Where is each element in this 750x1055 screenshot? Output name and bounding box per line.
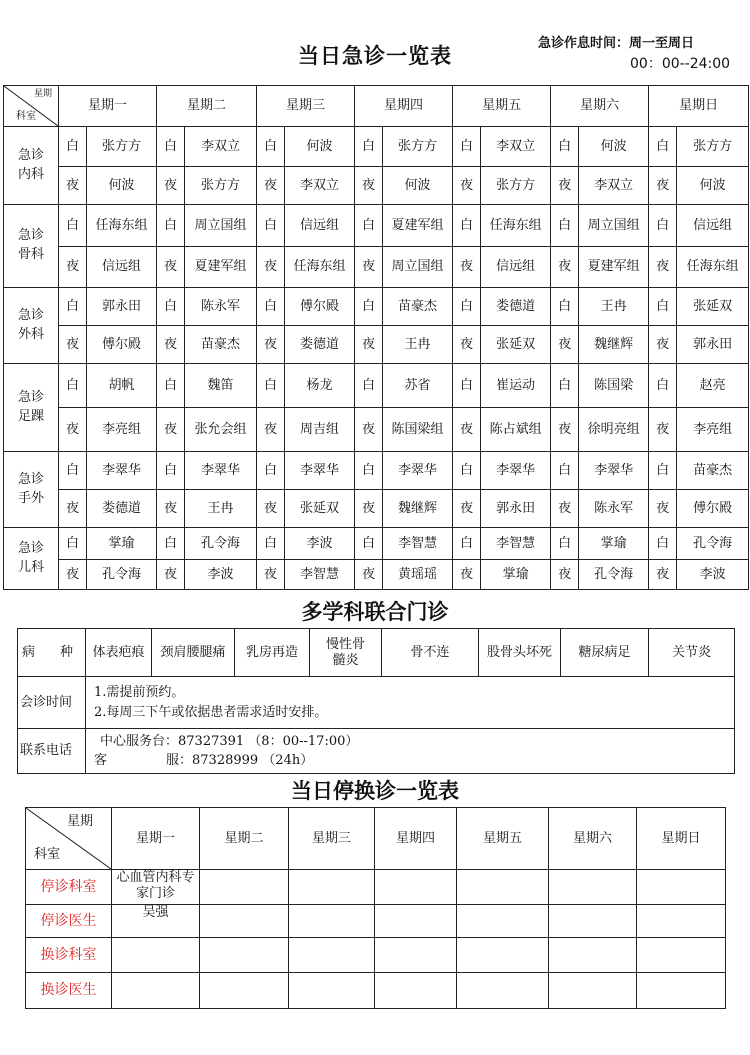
mdt-disease: 骨不连 xyxy=(382,629,479,677)
er-doctor-cell: 夏建军组 xyxy=(383,205,453,247)
er-doctor-cell: 张方方 xyxy=(185,167,257,205)
mdt-disease: 慢性骨髓炎 xyxy=(310,629,382,677)
er-shift-label: 白 xyxy=(355,205,383,247)
er-dept-name xyxy=(4,528,59,590)
er-row-night xyxy=(4,326,749,364)
er-shift-label: 白 xyxy=(59,127,87,167)
er-doctor-cell: 李翠华 xyxy=(579,452,649,490)
er-shift-label: 白 xyxy=(551,364,579,408)
stop-cell xyxy=(375,870,457,905)
er-doctor-cell: 张方方 xyxy=(481,167,551,205)
stop-cell xyxy=(289,870,375,905)
er-doctor-cell: 郭永田 xyxy=(87,288,157,326)
er-shift-label: 夜 xyxy=(257,247,285,288)
er-shift-label: 白 xyxy=(257,452,285,490)
er-shift-label: 夜 xyxy=(649,326,677,364)
er-shift-label: 白 xyxy=(59,528,87,560)
er-shift-label: 夜 xyxy=(157,247,185,288)
stop-cell xyxy=(112,973,200,1009)
er-doctor-cell: 张允会组 xyxy=(185,408,257,452)
er-corner-cell xyxy=(4,86,59,127)
er-dept-name-line: 手外 xyxy=(17,490,44,506)
er-shift-label: 白 xyxy=(157,452,185,490)
stop-row xyxy=(26,973,726,1009)
er-doctor-cell: 周立国组 xyxy=(383,247,453,288)
er-shift-label: 夜 xyxy=(59,408,87,452)
stop-corner-day: 星期 xyxy=(66,814,93,829)
er-doctor-cell: 李亮组 xyxy=(87,408,157,452)
er-doctor-cell: 陈永军 xyxy=(185,288,257,326)
er-shift-label: 夜 xyxy=(355,167,383,205)
er-shift-label: 白 xyxy=(355,528,383,560)
mdt-title: 多学科联合门诊 xyxy=(301,600,449,624)
er-doctor-cell: 孔令海 xyxy=(677,528,749,560)
mdt-disease: 关节炎 xyxy=(649,629,735,677)
stop-row xyxy=(26,905,726,938)
er-shift-label: 夜 xyxy=(453,247,481,288)
er-row-night xyxy=(4,490,749,528)
er-dept-name-line: 足踝 xyxy=(17,408,44,424)
er-shift-label: 夜 xyxy=(551,167,579,205)
er-shift-label: 夜 xyxy=(355,247,383,288)
er-shift-label: 白 xyxy=(257,127,285,167)
er-shift-label: 白 xyxy=(551,452,579,490)
er-shift-label: 白 xyxy=(453,205,481,247)
er-doctor-cell: 魏继辉 xyxy=(579,326,649,364)
mdt-disease-row xyxy=(18,629,735,677)
er-doctor-cell: 任海东组 xyxy=(677,247,749,288)
mdt-time-cell xyxy=(86,677,735,729)
er-shift-label: 白 xyxy=(649,288,677,326)
stop-cell xyxy=(200,973,289,1009)
stop-cell xyxy=(637,938,726,973)
er-dept-name xyxy=(4,288,59,364)
er-doctor-cell: 张方方 xyxy=(87,127,157,167)
er-shift-label: 夜 xyxy=(355,560,383,590)
er-doctor-cell: 信远组 xyxy=(481,247,551,288)
mdt-table xyxy=(17,628,735,774)
er-doctor-cell: 陈占斌组 xyxy=(481,408,551,452)
er-doctor-cell: 何波 xyxy=(87,167,157,205)
er-doctor-cell: 苗豪杰 xyxy=(185,326,257,364)
stop-cell xyxy=(375,938,457,973)
er-doctor-cell: 张方方 xyxy=(383,127,453,167)
er-doctor-cell: 张延双 xyxy=(481,326,551,364)
stop-cell xyxy=(200,905,289,938)
er-dept-name-line: 急诊 xyxy=(17,389,44,405)
er-dept-name-line: 急诊 xyxy=(17,307,44,323)
er-doctor-cell: 掌瑜 xyxy=(481,560,551,590)
stop-cell xyxy=(457,905,549,938)
er-hours-label: 急诊作息时间：周一至周日 xyxy=(538,36,695,51)
stop-cell: 吴强 xyxy=(112,905,200,938)
er-doctor-cell: 任海东组 xyxy=(87,205,157,247)
er-doctor-cell: 李波 xyxy=(677,560,749,590)
er-doctor-cell: 李智慧 xyxy=(481,528,551,560)
er-shift-label: 夜 xyxy=(649,167,677,205)
stop-cell xyxy=(289,938,375,973)
stop-cell xyxy=(289,973,375,1009)
er-shift-label: 夜 xyxy=(257,167,285,205)
er-shift-label: 白 xyxy=(649,364,677,408)
er-table xyxy=(3,85,749,590)
stop-day-header: 星期五 xyxy=(457,808,549,870)
er-shift-label: 夜 xyxy=(649,408,677,452)
er-doctor-cell: 信远组 xyxy=(285,205,355,247)
stop-day-header: 星期二 xyxy=(200,808,289,870)
er-doctor-cell: 王冉 xyxy=(383,326,453,364)
er-doctor-cell: 陈国梁 xyxy=(579,364,649,408)
mdt-disease: 糖尿病足 xyxy=(561,629,649,677)
er-row-night xyxy=(4,167,749,205)
er-doctor-cell: 信远组 xyxy=(87,247,157,288)
er-day-header: 星期一 xyxy=(59,86,157,127)
er-row-day xyxy=(4,288,749,326)
er-doctor-cell: 陈国梁组 xyxy=(383,408,453,452)
er-doctor-cell: 任海东组 xyxy=(481,205,551,247)
er-doctor-cell: 任海东组 xyxy=(285,247,355,288)
er-shift-label: 白 xyxy=(257,528,285,560)
er-shift-label: 夜 xyxy=(59,247,87,288)
er-doctor-cell: 孔令海 xyxy=(579,560,649,590)
stop-cell: 心血管内科专家门诊 xyxy=(112,870,200,905)
er-shift-label: 夜 xyxy=(157,560,185,590)
er-shift-label: 夜 xyxy=(453,326,481,364)
er-doctor-cell: 李翠华 xyxy=(87,452,157,490)
er-shift-label: 白 xyxy=(157,364,185,408)
er-row-day xyxy=(4,528,749,560)
er-shift-label: 白 xyxy=(355,452,383,490)
er-shift-label: 夜 xyxy=(257,326,285,364)
er-shift-label: 夜 xyxy=(453,167,481,205)
er-shift-label: 夜 xyxy=(551,326,579,364)
er-dept-name-line: 急诊 xyxy=(17,471,44,487)
er-dept-name-line: 内科 xyxy=(17,166,44,182)
er-doctor-cell: 李翠华 xyxy=(285,452,355,490)
er-doctor-cell: 李波 xyxy=(285,528,355,560)
er-shift-label: 夜 xyxy=(551,490,579,528)
er-doctor-cell: 张延双 xyxy=(677,288,749,326)
er-title: 当日急诊一览表 xyxy=(298,44,452,68)
stop-cell xyxy=(457,938,549,973)
mdt-disease: 股骨头坏死 xyxy=(479,629,561,677)
er-doctor-cell: 张方方 xyxy=(677,127,749,167)
er-doctor-cell: 李双立 xyxy=(285,167,355,205)
er-doctor-cell: 何波 xyxy=(383,167,453,205)
stop-table xyxy=(25,807,726,1009)
er-doctor-cell: 李智慧 xyxy=(383,528,453,560)
stop-cell xyxy=(375,905,457,938)
er-shift-label: 夜 xyxy=(157,490,185,528)
er-shift-label: 白 xyxy=(59,288,87,326)
stop-day-header: 星期四 xyxy=(375,808,457,870)
er-doctor-cell: 夏建军组 xyxy=(185,247,257,288)
stop-cell xyxy=(637,870,726,905)
er-row-day xyxy=(4,205,749,247)
er-dept-name-line: 急诊 xyxy=(17,147,44,163)
stop-cell xyxy=(549,938,637,973)
er-shift-label: 白 xyxy=(649,452,677,490)
stop-cell xyxy=(637,905,726,938)
stop-day-header: 星期三 xyxy=(289,808,375,870)
er-shift-label: 夜 xyxy=(551,560,579,590)
er-doctor-cell: 周立国组 xyxy=(185,205,257,247)
stop-corner-dept: 科室 xyxy=(34,847,61,863)
er-doctor-cell: 信远组 xyxy=(677,205,749,247)
er-shift-label: 白 xyxy=(453,127,481,167)
er-doctor-cell: 傅尔殿 xyxy=(87,326,157,364)
er-dept-name-line: 急诊 xyxy=(17,228,44,244)
stop-cell xyxy=(457,870,549,905)
er-doctor-cell: 赵亮 xyxy=(677,364,749,408)
stop-cell xyxy=(457,973,549,1009)
er-corner-dept: 科室 xyxy=(16,111,36,122)
stop-cell xyxy=(549,905,637,938)
er-day-header: 星期三 xyxy=(257,86,355,127)
stop-cell xyxy=(375,973,457,1009)
er-doctor-cell: 魏继辉 xyxy=(383,490,453,528)
er-day-header: 星期五 xyxy=(453,86,551,127)
er-row-night xyxy=(4,408,749,452)
er-shift-label: 白 xyxy=(649,127,677,167)
er-doctor-cell: 何波 xyxy=(579,127,649,167)
er-doctor-cell: 李双立 xyxy=(185,127,257,167)
er-shift-label: 夜 xyxy=(157,326,185,364)
er-doctor-cell: 李翠华 xyxy=(383,452,453,490)
er-shift-label: 夜 xyxy=(59,490,87,528)
er-shift-label: 白 xyxy=(59,205,87,247)
er-shift-label: 夜 xyxy=(59,167,87,205)
mdt-disease: 体表疤痕 xyxy=(86,629,152,677)
er-shift-label: 白 xyxy=(551,288,579,326)
er-doctor-cell: 黄瑶瑶 xyxy=(383,560,453,590)
er-shift-label: 夜 xyxy=(453,560,481,590)
er-shift-label: 白 xyxy=(551,205,579,247)
er-row-night xyxy=(4,560,749,590)
er-shift-label: 白 xyxy=(355,364,383,408)
er-doctor-cell: 杨龙 xyxy=(285,364,355,408)
mdt-phone-line: 中心服务台：87327391 （8：00--17:00） xyxy=(100,733,359,749)
stop-row xyxy=(26,938,726,973)
er-dept-name xyxy=(4,127,59,205)
er-doctor-cell: 郭永田 xyxy=(481,490,551,528)
er-day-header: 星期六 xyxy=(551,86,649,127)
mdt-time-label: 会诊时间 xyxy=(18,677,86,729)
er-hours-value: 00：00--24:00 xyxy=(630,56,731,72)
er-shift-label: 白 xyxy=(355,127,383,167)
er-shift-label: 白 xyxy=(551,127,579,167)
er-shift-label: 白 xyxy=(257,364,285,408)
stop-header-row xyxy=(26,808,726,870)
er-shift-label: 夜 xyxy=(649,560,677,590)
stop-day-header: 星期日 xyxy=(637,808,726,870)
er-shift-label: 夜 xyxy=(649,247,677,288)
er-doctor-cell: 徐明亮组 xyxy=(579,408,649,452)
er-row-day xyxy=(4,452,749,490)
er-doctor-cell: 李智慧 xyxy=(285,560,355,590)
stop-corner-cell xyxy=(26,808,112,870)
er-row-night xyxy=(4,247,749,288)
er-doctor-cell: 傅尔殿 xyxy=(285,288,355,326)
mdt-phone-cell xyxy=(86,729,735,774)
stop-cell xyxy=(200,938,289,973)
er-doctor-cell: 孔令海 xyxy=(87,560,157,590)
er-shift-label: 夜 xyxy=(453,490,481,528)
er-shift-label: 夜 xyxy=(551,408,579,452)
er-shift-label: 白 xyxy=(157,528,185,560)
er-doctor-cell: 魏笛 xyxy=(185,364,257,408)
er-doctor-cell: 娄德道 xyxy=(481,288,551,326)
er-shift-label: 白 xyxy=(157,127,185,167)
er-shift-label: 白 xyxy=(157,205,185,247)
mdt-phone-line: 客 服：87328999 （24h） xyxy=(94,752,314,768)
mdt-time-line: 1.需提前预约。 xyxy=(94,684,185,700)
stop-row xyxy=(26,870,726,905)
er-doctor-cell: 娄德道 xyxy=(87,490,157,528)
stop-row-label: 换诊医生 xyxy=(26,973,112,1009)
mdt-disease: 乳房再造 xyxy=(235,629,310,677)
er-shift-label: 夜 xyxy=(355,408,383,452)
er-day-header: 星期四 xyxy=(355,86,453,127)
er-doctor-cell: 李双立 xyxy=(481,127,551,167)
er-doctor-cell: 苗豪杰 xyxy=(677,452,749,490)
er-shift-label: 白 xyxy=(257,288,285,326)
er-doctor-cell: 孔令海 xyxy=(185,528,257,560)
mdt-disease-label: 病 种 xyxy=(18,629,86,677)
er-dept-name xyxy=(4,364,59,452)
er-doctor-cell: 傅尔殿 xyxy=(677,490,749,528)
mdt-time-line: 2.每周三下午或依据患者需求适时安排。 xyxy=(94,704,328,720)
er-shift-label: 夜 xyxy=(453,408,481,452)
er-shift-label: 白 xyxy=(649,528,677,560)
er-dept-name-line: 骨科 xyxy=(17,247,44,262)
er-row-day xyxy=(4,364,749,408)
er-shift-label: 白 xyxy=(453,452,481,490)
er-shift-label: 白 xyxy=(257,205,285,247)
er-shift-label: 夜 xyxy=(157,167,185,205)
er-dept-name-line: 外科 xyxy=(17,326,44,342)
stop-cell xyxy=(549,973,637,1009)
er-shift-label: 夜 xyxy=(355,326,383,364)
er-shift-label: 夜 xyxy=(257,490,285,528)
er-shift-label: 夜 xyxy=(551,247,579,288)
stop-cell xyxy=(112,938,200,973)
mdt-time-row xyxy=(18,677,735,729)
er-day-header: 星期日 xyxy=(649,86,749,127)
er-doctor-cell: 陈永军 xyxy=(579,490,649,528)
er-doctor-cell: 张延双 xyxy=(285,490,355,528)
er-shift-label: 夜 xyxy=(59,560,87,590)
stop-cell xyxy=(289,905,375,938)
mdt-phone-row xyxy=(18,729,735,774)
mdt-phone-label: 联系电话 xyxy=(18,729,86,774)
er-dept-name xyxy=(4,452,59,528)
er-corner-day: 星期 xyxy=(33,89,52,99)
er-shift-label: 白 xyxy=(157,288,185,326)
er-shift-label: 白 xyxy=(453,528,481,560)
er-shift-label: 夜 xyxy=(649,490,677,528)
stop-cell xyxy=(549,870,637,905)
er-shift-label: 白 xyxy=(649,205,677,247)
er-shift-label: 白 xyxy=(355,288,383,326)
stop-cell xyxy=(200,870,289,905)
stop-title: 当日停换诊一览表 xyxy=(291,779,459,803)
er-shift-label: 夜 xyxy=(257,408,285,452)
er-doctor-cell: 何波 xyxy=(285,127,355,167)
er-doctor-cell: 郭永田 xyxy=(677,326,749,364)
stop-row-label: 停诊科室 xyxy=(26,870,112,905)
er-doctor-cell: 娄德道 xyxy=(285,326,355,364)
er-shift-label: 白 xyxy=(453,364,481,408)
er-doctor-cell: 夏建军组 xyxy=(579,247,649,288)
er-doctor-cell: 李翠华 xyxy=(185,452,257,490)
er-doctor-cell: 王冉 xyxy=(579,288,649,326)
er-doctor-cell: 王冉 xyxy=(185,490,257,528)
er-shift-label: 夜 xyxy=(157,408,185,452)
er-doctor-cell: 李波 xyxy=(185,560,257,590)
er-doctor-cell: 苏省 xyxy=(383,364,453,408)
er-shift-label: 白 xyxy=(453,288,481,326)
er-doctor-cell: 李翠华 xyxy=(481,452,551,490)
er-doctor-cell: 胡帆 xyxy=(87,364,157,408)
er-doctor-cell: 掌瑜 xyxy=(579,528,649,560)
stop-row-label: 换诊科室 xyxy=(26,938,112,973)
er-shift-label: 夜 xyxy=(355,490,383,528)
er-doctor-cell: 李双立 xyxy=(579,167,649,205)
stop-day-header: 星期六 xyxy=(549,808,637,870)
er-doctor-cell: 崔运动 xyxy=(481,364,551,408)
er-doctor-cell: 周吉组 xyxy=(285,408,355,452)
er-doctor-cell: 苗豪杰 xyxy=(383,288,453,326)
stop-cell xyxy=(637,973,726,1009)
er-doctor-cell: 周立国组 xyxy=(579,205,649,247)
stop-row-label: 停诊医生 xyxy=(26,905,112,938)
er-shift-label: 白 xyxy=(551,528,579,560)
er-header-row xyxy=(4,86,749,127)
er-dept-name xyxy=(4,205,59,288)
er-shift-label: 夜 xyxy=(257,560,285,590)
er-doctor-cell: 李亮组 xyxy=(677,408,749,452)
er-doctor-cell: 掌瑜 xyxy=(87,528,157,560)
er-doctor-cell: 何波 xyxy=(677,167,749,205)
er-row-day xyxy=(4,127,749,167)
mdt-disease: 颈肩腰腿痛 xyxy=(152,629,235,677)
er-shift-label: 白 xyxy=(59,452,87,490)
er-dept-name-line: 急诊 xyxy=(17,540,44,556)
er-dept-name-line: 儿科 xyxy=(17,559,44,575)
er-shift-label: 白 xyxy=(59,364,87,408)
stop-day-header: 星期一 xyxy=(112,808,200,870)
er-shift-label: 夜 xyxy=(59,326,87,364)
er-day-header: 星期二 xyxy=(157,86,257,127)
